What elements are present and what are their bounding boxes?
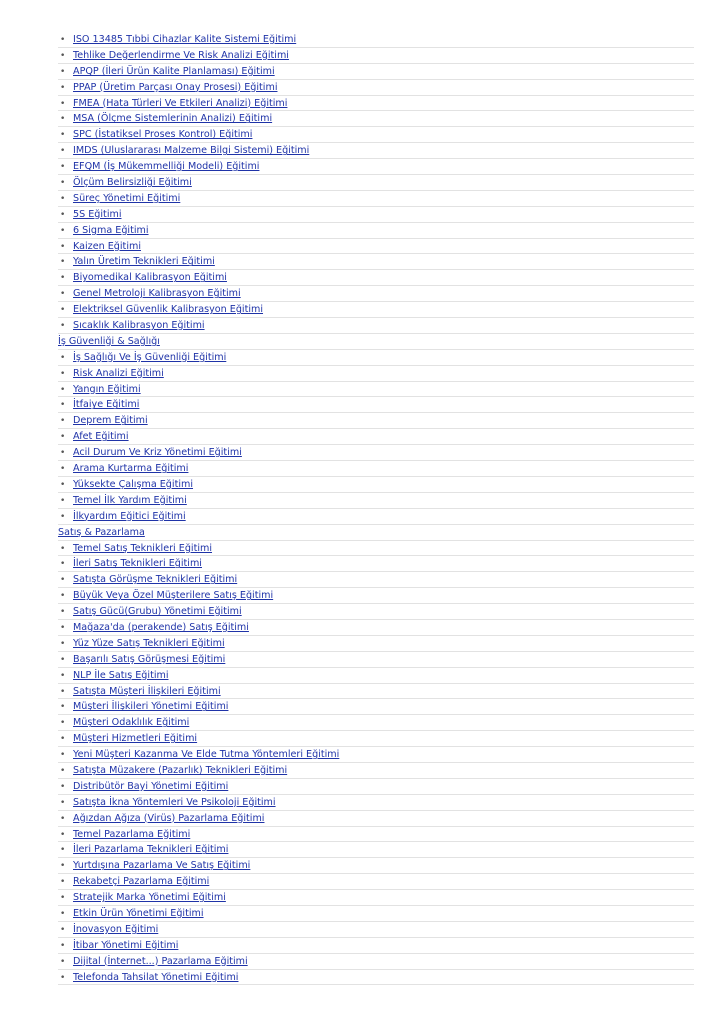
list-item [58,397,694,413]
bullet-icon: • [60,305,66,316]
bullet-icon: • [60,686,66,697]
bullet-icon: • [60,35,66,45]
training-link[interactable]: Yangın Eğitimi [73,383,141,395]
training-link[interactable]: Ağızdan Ağıza (Virüs) Pazarlama Eğitimi [73,812,265,824]
training-link[interactable]: Ölçüm Belirsizliği Eğitimi [73,177,192,189]
bullet-icon: • [60,559,66,570]
list-item [58,477,694,493]
section-heading-link[interactable]: Satış & Pazarlama [58,526,145,538]
section-heading [58,334,694,350]
training-link[interactable]: Süreç Yönetimi Eğitimi [73,192,181,204]
list-item [58,254,694,270]
list-item [58,286,694,302]
training-link[interactable]: EFQM (İş Mükemmelliği Modeli) Eğitimi [73,161,260,173]
training-link[interactable]: Afet Eğitimi [73,431,129,443]
list-item [58,811,694,827]
bullet-icon: • [60,193,66,204]
training-link[interactable]: İnovasyon Eğitimi [73,923,159,935]
list-item [58,64,694,80]
bullet-icon: • [60,972,66,983]
list-item [58,461,694,477]
bullet-icon: • [60,956,66,967]
bullet-icon: • [60,50,66,61]
list-item [58,922,694,938]
training-link[interactable]: Yeni Müşteri Kazanma Ve Elde Tutma Yöntemleri Eğitimi [73,749,340,761]
training-link[interactable]: Telefonda Tahsilat Yönetimi Eğitimi [73,971,239,983]
list-item [58,32,694,48]
list-item [58,699,694,715]
training-link[interactable]: Yüksekte Çalışma Eğitimi [73,478,194,490]
training-link[interactable]: Elektriksel Güvenlik Kalibrasyon Eğitimi [73,304,264,316]
bullet-icon: • [60,734,66,745]
bullet-icon: • [60,654,66,665]
bullet-icon: • [60,225,66,236]
bullet-icon: • [60,209,66,220]
bullet-icon: • [60,813,66,824]
bullet-icon: • [60,908,66,919]
training-link[interactable]: Müşteri Odaklılık Eğitimi [73,717,190,729]
bullet-icon: • [60,368,66,379]
bullet-icon: • [60,924,66,935]
training-link[interactable]: Dijital (İnternet...) Pazarlama Eğitimi [73,955,248,967]
training-link[interactable]: NLP İle Satış Eğitimi [73,669,169,681]
training-link[interactable]: Sıcaklık Kalibrasyon Eğitimi [73,320,205,332]
training-link[interactable]: Temel İlk Yardım Eğitimi [73,494,187,506]
list-item [58,668,694,684]
list-item [58,207,694,223]
list-item [58,382,694,398]
list-item [58,684,694,700]
bullet-icon: • [60,829,66,840]
list-item [58,636,694,652]
list-item [58,175,694,191]
list-item [58,556,694,572]
training-link[interactable]: 5S Eğitimi [73,208,122,220]
list-item [58,731,694,747]
section-heading-link[interactable]: İş Güvenliği & Sağlığı [58,335,160,347]
training-link[interactable]: APQP (İleri Ürün Kalite Planlaması) Eğitimi [73,65,275,77]
training-link[interactable]: Etkin Ürün Yönetimi Eğitimi [73,907,204,919]
list-item [58,588,694,604]
training-link[interactable]: Genel Metroloji Kalibrasyon Eğitimi [73,288,241,300]
bullet-icon: • [60,702,66,713]
training-link[interactable]: Tehlike Değerlendirme Ve Risk Analizi Eğitimi [73,49,289,61]
training-link[interactable]: Deprem Eğitimi [73,415,148,427]
bullet-icon: • [60,289,66,300]
bullet-icon: • [60,670,66,681]
list-item [58,80,694,96]
training-link[interactable]: Satışta Görüşme Teknikleri Eğitimi [73,574,238,586]
bullet-icon: • [60,718,66,729]
bullet-icon: • [60,543,66,554]
bullet-icon: • [60,432,66,443]
list-item [58,509,694,525]
list-item [58,159,694,175]
training-link[interactable]: PPAP (Üretim Parçası Onay Prosesi) Eğitimi [73,81,278,93]
bullet-icon: • [60,114,66,125]
training-link[interactable]: İleri Pazarlama Teknikleri Eğitimi [73,844,229,856]
training-link[interactable]: Temel Satış Teknikleri Eğitimi [73,542,213,554]
list-item [58,763,694,779]
training-link[interactable]: İtfaiye Eğitimi [73,399,140,411]
list-item [58,842,694,858]
list-item [58,302,694,318]
bullet-icon: • [60,66,66,77]
list-item [58,127,694,143]
training-link[interactable]: Büyük Veya Özel Müşterilere Satış Eğitimi [73,590,274,602]
training-link[interactable]: Satışta Müşteri İlişkileri Eğitimi [73,685,221,697]
bullet-icon: • [60,448,66,459]
list-item [58,191,694,207]
list-item [58,890,694,906]
training-link[interactable]: 6 Sigma Eğitimi [73,224,149,236]
training-link[interactable]: Acil Durum Ve Kriz Yönetimi Eğitimi [73,447,242,459]
list-item [58,318,694,334]
training-link[interactable]: İleri Satış Teknikleri Eğitimi [73,558,202,570]
bullet-icon: • [60,511,66,522]
list-item [58,827,694,843]
list-item [58,493,694,509]
bullet-icon: • [60,178,66,189]
bullet-icon: • [60,257,66,268]
training-link[interactable]: Stratejik Marka Yönetimi Eğitimi [73,892,226,904]
training-link[interactable]: Rekabetçi Pazarlama Eğitimi [73,876,210,888]
list-item [58,906,694,922]
section-heading [58,525,694,541]
list-item [58,413,694,429]
list-item [58,795,694,811]
bullet-icon: • [60,241,66,252]
list-item [58,779,694,795]
bullet-icon: • [60,575,66,586]
bullet-icon: • [60,591,66,602]
bullet-icon: • [60,893,66,904]
list-item [58,239,694,255]
list-item [58,604,694,620]
bullet-icon: • [60,638,66,649]
bullet-icon: • [60,750,66,761]
training-link[interactable]: MSA (Ölçme Sistemlerinin Analizi) Eğitimi [73,113,273,125]
training-link[interactable]: IMDS (Uluslararası Malzeme Bilgi Sistemi) Eğitimi [73,145,310,157]
bullet-icon: • [60,781,66,792]
bullet-icon: • [60,940,66,951]
training-link[interactable]: Başarılı Satış Görüşmesi Eğitimi [73,653,226,665]
bullet-icon: • [60,845,66,856]
bullet-icon: • [60,400,66,411]
list-item [58,938,694,954]
list-item [58,572,694,588]
bullet-icon: • [60,622,66,633]
bullet-icon: • [60,416,66,427]
bullet-icon: • [60,273,66,284]
bullet-icon: • [60,765,66,776]
training-link[interactable]: FMEA (Hata Türleri Ve Etkileri Analizi) Eğitimi [73,97,288,109]
training-link[interactable]: Satışta İkna Yöntemleri Ve Psikoloji Eğitimi [73,796,276,808]
list-item [58,445,694,461]
bullet-icon: • [60,797,66,808]
bullet-icon: • [60,162,66,173]
training-link[interactable]: ISO 13485 Tıbbi Cihazlar Kalite Sistemi Eğitimi [73,34,297,45]
list-item [58,954,694,970]
training-link[interactable]: İş Sağlığı Ve İş Güvenliği Eğitimi [73,351,227,363]
bullet-icon: • [60,384,66,395]
training-link[interactable]: Kaizen Eğitimi [73,240,141,252]
list-item [58,970,694,986]
list-item [58,541,694,557]
list-item [58,429,694,445]
bullet-icon: • [60,82,66,93]
bullet-icon: • [60,607,66,618]
bullet-icon: • [60,479,66,490]
training-link[interactable]: Mağaza'da (perakende) Satış Eğitimi [73,621,249,633]
training-link[interactable]: İtibar Yönetimi Eğitimi [73,939,179,951]
list-item [58,350,694,366]
list-item [58,270,694,286]
training-link[interactable]: Müşteri Hizmetleri Eğitimi [73,733,198,745]
list-item [58,620,694,636]
bullet-icon: • [60,130,66,141]
list-item [58,143,694,159]
list-item [58,111,694,127]
training-link[interactable]: SPC (İstatiksel Proses Kontrol) Eğitimi [73,129,253,141]
bullet-icon: • [60,352,66,363]
training-link[interactable]: Satışta Müzakere (Pazarlık) Teknikleri Eğitimi [73,764,288,776]
training-link[interactable]: Temel Pazarlama Eğitimi [73,828,191,840]
bullet-icon: • [60,495,66,506]
training-link[interactable]: Yalın Üretim Teknikleri Eğitimi [73,256,215,268]
list-item [58,874,694,890]
training-link[interactable]: Biyomedikal Kalibrasyon Eğitimi [73,272,227,284]
bullet-icon: • [60,321,66,332]
bullet-icon: • [60,464,66,475]
training-link[interactable]: Arama Kurtarma Eğitimi [73,463,189,475]
bullet-icon: • [60,98,66,109]
list-item [58,96,694,112]
bullet-icon: • [60,877,66,888]
training-link[interactable]: Risk Analizi Eğitimi [73,367,164,379]
training-link[interactable]: Distribütör Bayi Yönetimi Eğitimi [73,780,229,792]
list-item [58,715,694,731]
training-link[interactable]: Yurtdışına Pazarlama Ve Satış Eğitimi [73,860,251,872]
bullet-icon: • [60,861,66,872]
list-item [58,48,694,64]
list-item [58,652,694,668]
training-link[interactable]: Yüz Yüze Satış Teknikleri Eğitimi [73,637,225,649]
list-item [58,747,694,763]
training-list [58,32,694,985]
training-link[interactable]: İlkyardım Eğitici Eğitimi [73,510,186,522]
bullet-icon: • [60,146,66,157]
list-item [58,223,694,239]
list-item [58,366,694,382]
training-link[interactable]: Müşteri İlişkileri Yönetimi Eğitimi [73,701,229,713]
training-link[interactable]: Satış Gücü(Grubu) Yönetimi Eğitimi [73,606,242,618]
list-item [58,858,694,874]
